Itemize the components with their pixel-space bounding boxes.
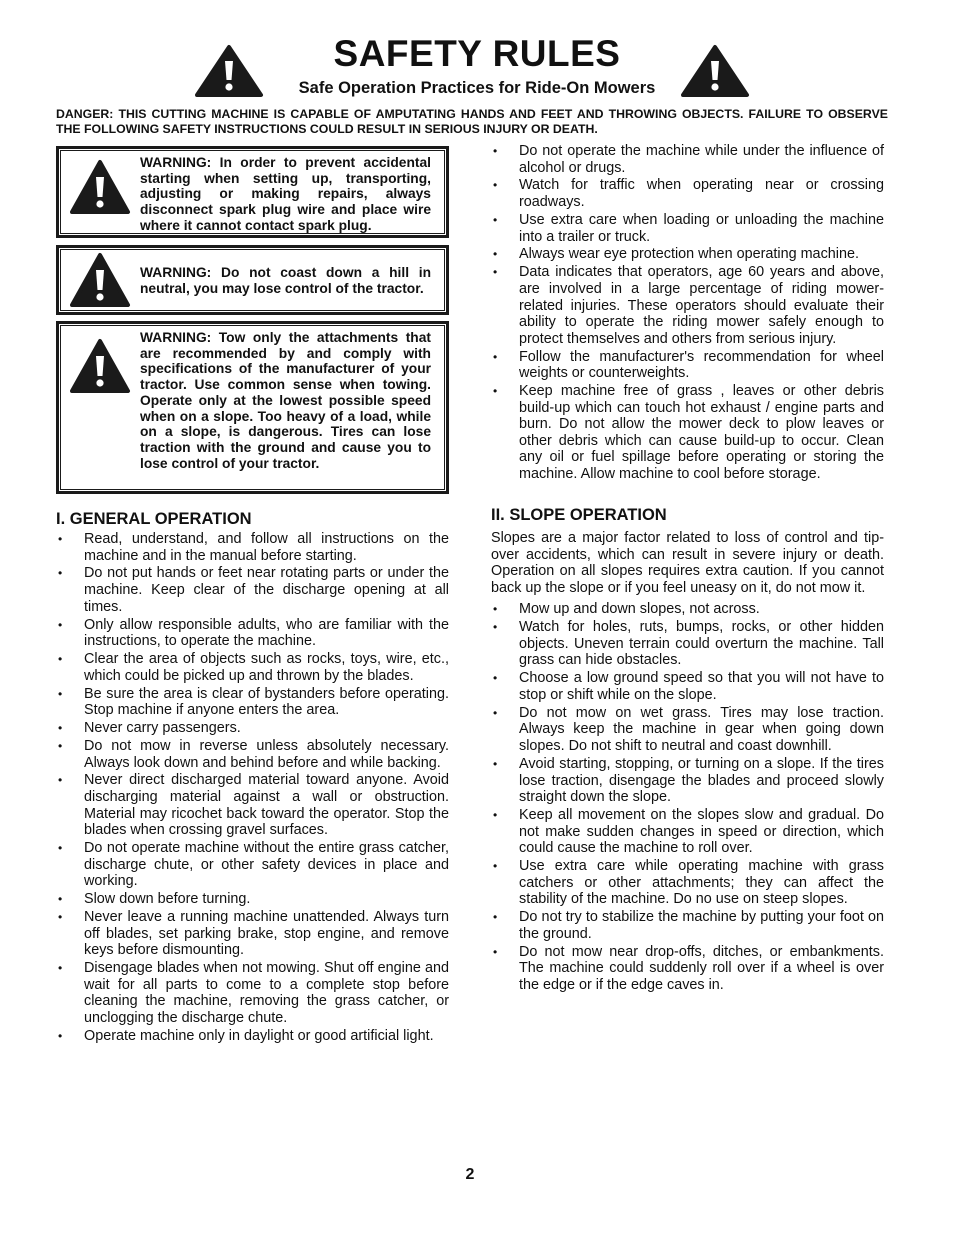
list-item: • Operate machine only in daylight or good artificial light. — [56, 1028, 449, 1045]
list-item: • Do not put hands or feet near rotating parts or under the machine. Keep clear of the discharge opening at all times. — [56, 565, 449, 615]
list-item: • Follow the manufacturer's recommendation for wheel weights or counterweights. — [491, 349, 884, 382]
list-item: • Slow down before turning. — [56, 891, 449, 908]
list-item: • Use extra care when loading or unloading the machine into a trailer or truck. — [491, 212, 884, 245]
warning-triangle-icon — [69, 159, 131, 215]
section-title-slope: II. SLOPE OPERATION — [491, 506, 667, 524]
list-item: • Do not mow on wet grass. Tires may lose traction. Always keep the machine in gear when going down slopes. Do not shift to neutral and coast downhill. — [491, 705, 884, 755]
list-item: • Do not operate the machine while under the influence of alcohol or drugs. — [491, 143, 884, 176]
general-operation-list-continued — [491, 143, 884, 483]
list-item: • Use extra care while operating machine with grass catchers or other attachments; they can affect the stability of the machine. Do no use on steep slopes. — [491, 858, 884, 908]
slope-intro: Slopes are a major factor related to loss of control and tip-over accidents, which can result in severe injury or death. Operation on all slopes requires extra caution. If you cannot back up the slope or if you feel uneasy on it, do not mow it. — [491, 530, 884, 596]
list-item: • Choose a low ground speed so that you will not have to stop or shift while on the slope. — [491, 670, 884, 703]
slope-operation-list — [491, 601, 884, 993]
list-item: • Read, understand, and follow all instructions on the machine and in the manual before starting. — [56, 531, 449, 564]
list-item: • Only allow responsible adults, who are familiar with the instructions, to operate the machine. — [56, 617, 449, 650]
warning-triangle-icon — [69, 252, 131, 308]
list-item: • Watch for traffic when operating near or crossing roadways. — [491, 177, 884, 210]
list-item: • Do not mow in reverse unless absolutely necessary. Always look down and behind before and while backing. — [56, 738, 449, 771]
warning-box-towing — [56, 321, 449, 494]
list-item: • Keep all movement on the slopes slow and gradual. Do not make sudden changes in speed or direction, which could cause the machine to roll over. — [491, 807, 884, 857]
list-item: • Be sure the area is clear of bystanders before operating. Stop machine if anyone enters the area. — [56, 686, 449, 719]
section-title-general: I. GENERAL OPERATION — [56, 510, 252, 528]
general-operation-list — [56, 531, 449, 1044]
list-item: • Always wear eye protection when operating machine. — [491, 246, 884, 263]
list-item: • Never carry passengers. — [56, 720, 449, 737]
warning-text: WARNING: Do not coast down a hill in neutral, you may lose control of the tractor. — [140, 265, 431, 296]
warning-text: WARNING: Tow only the attachments that are recommended by and comply with specifications of the manufacturer of your tractor. Use common sense when towing. Operate only at the lowest possible speed when on a slope. Too heavy of a load, while on a slope, is dangerous. Tires can lose traction with the ground and cause you to lose control of your tractor. — [140, 330, 431, 471]
list-item: • Clear the area of objects such as rocks, toys, wire, etc., which could be picked up and thrown by the blades. — [56, 651, 449, 684]
list-item: • Mow up and down slopes, not across. — [491, 601, 884, 618]
list-item: • Watch for holes, ruts, bumps, rocks, or other hidden objects. Uneven terrain could overturn the machine. Tall grass can hide obstacles. — [491, 619, 884, 669]
list-item: • Do not operate machine without the entire grass catcher, discharge chute, or other safety devices in place and working. — [56, 840, 449, 890]
list-item: • Keep machine free of grass , leaves or other debris build-up which can touch hot exhaust / engine parts and burn. Do not allow the mower deck to plow leaves or other debris which can cause build-up to occur. Clean any oil or fuel spillage before operating or storing the machine. Allow machine to cool before storage. — [491, 383, 884, 483]
warning-triangle-icon — [69, 338, 131, 394]
list-item: • Do not try to stabilize the machine by putting your foot on the ground. — [491, 909, 884, 942]
list-item: • Do not mow near drop-offs, ditches, or embankments. The machine could suddenly roll over if a wheel is over the edge or if the edge caves in. — [491, 944, 884, 994]
list-item: • Avoid starting, stopping, or turning on a slope. If the tires lose traction, disengage the blades and proceed slowly straight down the slope. — [491, 756, 884, 806]
warning-box-spark-plug — [56, 146, 449, 238]
general-operation-section — [56, 509, 449, 1046]
list-item: • Disengage blades when not mowing. Shut off engine and wait for all parts to come to a complete stop before cleaning the machine, removing the grass catcher, or unclogging the discharge chute. — [56, 960, 449, 1026]
page-subtitle: Safe Operation Practices for Ride-On Mowers — [298, 79, 656, 97]
warning-text: WARNING: In order to prevent accidental starting when setting up, transporting, adjusting or making repairs, always disconnect spark plug wire and place wire where it cannot contact spark plug. — [140, 155, 431, 233]
list-item: • Data indicates that operators, age 60 years and above, are involved in a large percentage of riding mower-related injuries. These operators should evaluate their ability to operate the riding mower safely enough to protect themselves and others from serious injury. — [491, 264, 884, 347]
list-item: • Never direct discharged material toward anyone. Avoid discharging material against a wall or obstruction. Material may ricochet back toward the operator. Stop the blades when crossing gravel surfaces. — [56, 772, 449, 838]
list-item: • Never leave a running machine unattended. Always turn off blades, set parking brake, stop engine, and remove keys before dismounting. — [56, 909, 449, 959]
page-number: 2 — [465, 1166, 475, 1183]
danger-notice: DANGER: THIS CUTTING MACHINE IS CAPABLE OF AMPUTATING HANDS AND FEET AND THROWING OBJECTS. FAILURE TO OBSERVE THE FOLLOWING SAFETY INSTRUCTIONS COULD RESULT IN SERIOUS INJURY OR DEATH. — [56, 107, 888, 136]
page-title: SAFETY RULES — [333, 33, 621, 74]
slope-operation-section — [491, 505, 884, 995]
warning-box-coast — [56, 245, 449, 315]
general-operation-continued — [491, 143, 884, 484]
